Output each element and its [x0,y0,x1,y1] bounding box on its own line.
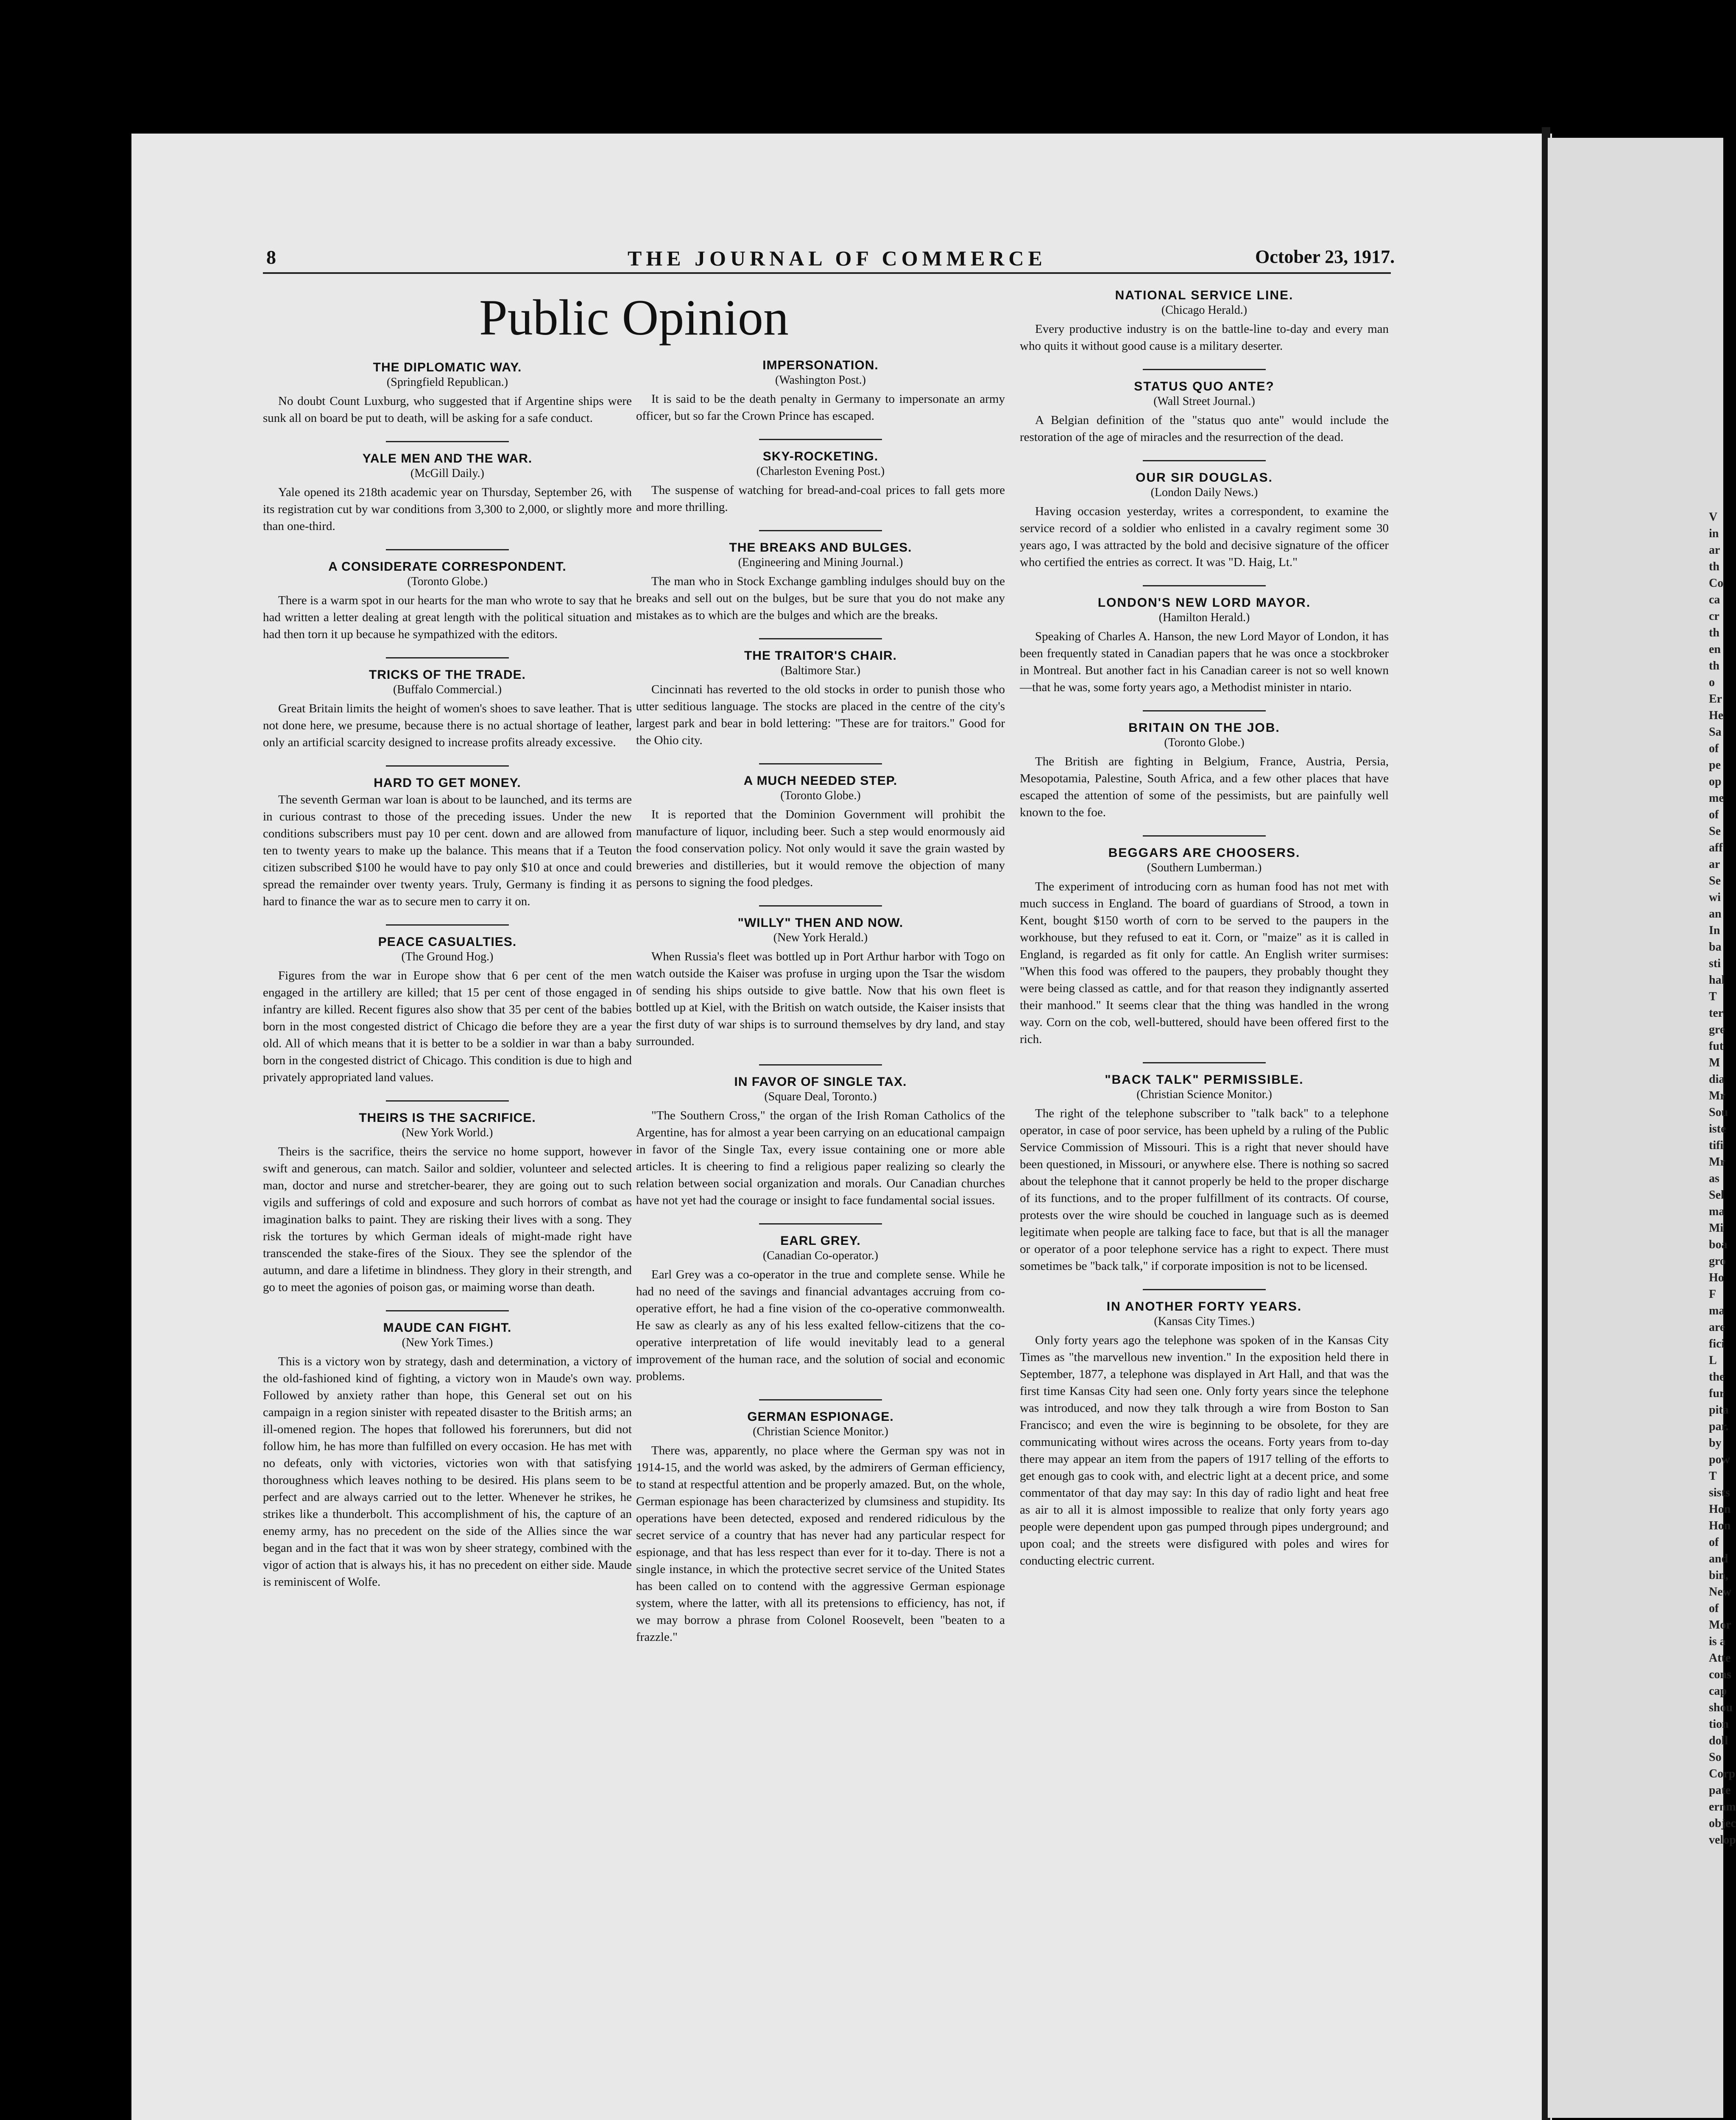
article-source: (New York World.) [402,1126,493,1139]
article [1020,379,1389,446]
fragment-text: L [1709,1354,1717,1367]
adjacent-page [1548,138,1736,2118]
article-source: (Square Deal, Toronto.) [764,1090,877,1103]
fragment-text: New [1709,1585,1731,1598]
article-separator [759,763,882,764]
fragment-text: dia [1709,1073,1725,1086]
article-source: (Springfield Republican.) [386,376,508,389]
article-body: This is a victory won by strategy, dash and determination, a victory of the old-fashioned kind of fighting, a victory won in Maude's own way. Followed by anxiety rather than hope, this General set out on his campaign in a region sinister with repeated disaster to the British arms; an ill-omened region. The hopes that followed his forerunners, but did not follow him, he has more than fulfilled on every occasion. He has met with no defeats, only with victories, victories won with that satisfying thoroughness which leaves nothing to be desired. His plans seem to be perfect and are always carried out to the letter. Whenever he strikes, he strikes like a thunderbolt. This accomplishment of his, the capture of an enemy army, has no precedent on the side of the Allies since the war began and in the fact that it was won by sheer strategy, combined with the vigor of action that is always his, it has no precedent on either side. Maude is reminiscent of Wolfe. [263,1355,632,1589]
fragment-text: pe [1709,759,1721,772]
article-body: The British are fighting in Belgium, France, Austria, Persia, Mesopotamia, Palestine, South Africa, and a few other places that have escaped the attention of some of the pessimists, but are painfully well known to the foe. [1020,755,1389,819]
fragment-text: of [1709,1602,1719,1615]
fragment-text: cons [1709,1668,1731,1681]
article-source: (Christian Science Monitor.) [1136,1088,1272,1101]
article-body: Every productive industry is on the battle-line to-day and every man who quits it without good cause is a military deserter. [1020,322,1389,353]
fragment-text: He [1709,709,1724,722]
section-title: Public Opinion [479,289,789,346]
article [636,1234,1005,1385]
article-separator [759,530,882,531]
issue-date: October 23, 1917. [1255,246,1395,267]
fragment-text: tifi [1709,1139,1724,1152]
fragment-text: th [1709,560,1719,573]
article [263,452,632,535]
fragment-text: boa [1709,1238,1728,1251]
fragment-text: shou [1709,1701,1733,1714]
article-headline: IN FAVOR OF SINGLE TAX. [734,1075,907,1089]
article-headline: OUR SIR DOUGLAS. [1136,471,1273,485]
article [636,1410,1005,1646]
article-headline: THEIRS IS THE SACRIFICE. [359,1111,536,1125]
article-headline: THE DIPLOMATIC WAY. [373,360,522,374]
column-2 [636,358,1005,1660]
article-headline: "WILLY" THEN AND NOW. [737,916,904,930]
fragment-text: is a [1709,1635,1726,1648]
fragment-text: fici [1709,1337,1725,1350]
article-body: Figures from the war in Europe show that 6 per cent of the men engaged in the artillery are killed; that 15 per cent of those engaged in infantry are killed. Recent figures also show that 35 per cent of the babies born in the most congested district of Chicago die before they are a year old. All of which means that it is better to be a soldier in war than a baby born in the congested district of Chicago. This condition is due to high and privately appropriated land values. [263,969,632,1084]
fragment-text: ernm [1709,1800,1736,1813]
fragment-text: F [1709,1288,1716,1301]
fragment-text: In [1709,924,1720,937]
article [636,449,1005,516]
article-source: (Baltimore Star.) [780,664,861,677]
fragment-text: doll [1709,1734,1728,1747]
article-source: (Canadian Co-operator.) [762,1249,879,1262]
fragment-text: Sou [1709,1106,1728,1119]
fragment-text: M [1709,1056,1720,1069]
article-headline: "BACK TALK" PERMISSIBLE. [1105,1073,1304,1087]
fragment-text: Mr [1709,1155,1725,1169]
article [263,935,632,1086]
fragment-text: velop [1709,1833,1736,1847]
fragment-text: hal [1709,974,1725,987]
fragment-text: Sel [1709,1188,1724,1202]
fragment-text: ter [1709,1007,1724,1020]
article-separator [759,638,882,639]
fragment-text: ma [1709,1205,1725,1218]
article-separator [1143,1062,1266,1063]
article-source: (New York Times.) [402,1336,493,1349]
article-source: (Washington Post.) [775,374,866,387]
article [263,776,632,910]
article-separator [1143,835,1266,837]
fragment-text: Se [1709,874,1721,887]
fragment-text: gre [1709,1023,1725,1036]
fragment-text: o [1709,676,1715,689]
article-separator [759,905,882,907]
article-headline: THE BREAKS AND BULGES. [729,541,912,555]
fragment-text: iste [1709,1122,1726,1135]
article-headline: PEACE CASUALTIES. [378,935,517,949]
article [263,1321,632,1590]
article-body: The seventh German war loan is about to be launched, and its terms are in curious contrast to those of the preceding issues. Under the new conditions subscribers must pay 10 per cent. down and are allowed from ten to twenty years to make up the balance. This means that if a Teuton citizen subscribed $100 he would have to pay only $10 at once and could spread the remainder over twenty years. Truly, Germany is finding it as hard to finance the war as to secure men to carry it on. [263,793,632,908]
article-headline: A MUCH NEEDED STEP. [743,774,898,788]
article-body: Great Britain limits the height of women's shoes to save leather. That is not done here, we presume, because there is no actual shortage of leather, only an artificial scarcity designed to increase profits already excessive. [263,702,632,749]
fragment-text: objec [1709,1817,1736,1830]
article-body: "The Southern Cross," the organ of the Irish Roman Catholics of the Argentine, has for almost a year been carrying on an educational campaign in favor of the Single Tax, every issue containing one or more able articles. It is cheering to find a religious paper realizing so clearly the relation between social organization and morals. Our Canadian churches have not yet had the courage or insight to face fundamental social issues. [636,1109,1005,1207]
fragment-text: Atte [1709,1651,1731,1665]
article-separator [1143,710,1266,711]
article-source: (The Ground Hog.) [401,950,494,963]
article-source: (Engineering and Mining Journal.) [738,556,903,569]
fragment-text: pita [1709,1403,1729,1417]
article-headline: LONDON'S NEW LORD MAYOR. [1097,596,1311,610]
article [263,360,632,427]
article-source: (McGill Daily.) [410,467,484,480]
article-source: (London Daily News.) [1150,486,1258,499]
fragment-text: fur [1709,1387,1725,1400]
fragment-text: th [1709,659,1719,672]
fragment-text: Mi [1709,1222,1724,1235]
article-separator [386,657,509,658]
fragment-text: Er [1709,692,1722,706]
article-body: Theirs is the sacrifice, theirs the service no home support, however swift and generous, can match. Sailor and soldier, volunteer and selected man, doctor and nurse and stretcher-bearer, they are going out to such vigils and sufferings of cold and exposure and such horrors of combat as imagination balks to paint. They are risking their lives with a song. They risk the tortures by which German ideals of might-made right have transcended the stake-fires of the Sioux. They see the splendor of the autumn, and dare a lifetime in blindness. They glory in their strength, and go to meet the agonies of poison gas, or maiming worse than death. [263,1145,632,1294]
fragment-text: me [1709,792,1724,805]
fragment-text: en [1709,643,1721,656]
fragment-text: th [1709,626,1719,639]
article-body: There is a warm spot in our hearts for the man who wrote to say that he had written a letter dealing at great length with the political situation and had then torn it up because he sympathized with the editors. [263,594,632,641]
fragment-text: of [1709,808,1719,821]
article-source: (Christian Science Monitor.) [753,1425,888,1438]
fragment-text: Ho [1709,1271,1724,1284]
fragment-text: cr [1709,610,1719,623]
fragment-text: ar [1709,544,1720,557]
fragment-text: as [1709,1172,1719,1185]
article [636,1075,1005,1209]
article [1020,1300,1389,1569]
article-body: Yale opened its 218th academic year on Thursday, September 26, with its registration cut by war conditions from 3,300 to 2,000, or slightly more than one-third. [263,485,632,533]
article-source: (Kansas City Times.) [1154,1315,1255,1328]
column-3 [1020,288,1389,1584]
article-separator [759,1064,882,1066]
article-body: Earl Grey was a co-operator in the true and complete sense. While he had no need of the savings and financial advantages accruing from co-operative effort, he had a fine vision of the co-operative commonwealth. He saw as clearly as any of his less exalted fellow-citizens that the co-operative interpretation of life would inevitably lead to a general improvement of the human race, and the solution of social and economic problems. [636,1268,1005,1383]
fragment-text: Hon [1709,1519,1731,1532]
article-body: It is said to be the death penalty in Germany to impersonate an army officer, but so far the Crown Prince has escaped. [636,392,1005,423]
fragment-text: par. [1709,1420,1729,1433]
article [636,774,1005,891]
fragment-text: wi [1709,891,1721,904]
fragment-text: ca [1709,593,1720,606]
article-separator [759,1223,882,1225]
article-headline: TRICKS OF THE TRADE. [369,668,526,682]
fragment-text: an [1709,907,1722,921]
article-headline: GERMAN ESPIONAGE. [747,1410,894,1424]
fragment-text: T [1709,990,1717,1003]
article-source: (Toronto Globe.) [407,575,488,588]
article-separator [1143,369,1266,370]
article [1020,1073,1389,1275]
article-separator [1143,585,1266,586]
header-rule [263,272,1391,274]
article-source: (Charleston Evening Post.) [756,465,885,478]
fragment-text: V [1709,510,1718,524]
article [263,668,632,751]
article-separator [1143,460,1266,461]
article-separator [386,549,509,550]
article [636,649,1005,749]
article-headline: THE TRAITOR'S CHAIR. [744,649,897,663]
fragment-text: op [1709,775,1722,788]
article [263,1111,632,1296]
article-headline: STATUS QUO ANTE? [1134,379,1275,393]
fragment-text: Corp [1709,1767,1736,1780]
article-separator [386,924,509,926]
article-separator [386,1310,509,1311]
article-headline: MAUDE CAN FIGHT. [383,1321,512,1335]
article-body: There was, apparently, no place where the German spy was not in 1914-15, and the world was asked, by the admirers of German efficiency, to stand at respectful attention and be properly amazed. But, on the whole, German espionage has been characterized by clumsiness and stupidity. Its operations have been detected, exposed and rendered ridiculous by the secret service of a country that has never had any particular respect for espionage, and that has less respect than ever for it to-day. There is not a single instance, in which the protective secret service of the United States has been called on to contend with the aggressive German espionage system, where the latter, with all its pretensions to efficiency, has not, if we may borrow a phrase from Colonel Roosevelt, been "beaten to a frazzle." [636,1444,1005,1644]
article-body: When Russia's fleet was bottled up in Port Arthur harbor with Togo on watch outside the Kaiser was profuse in urging upon the Tsar the wisdom of sending his ships outside to give battle. Now that his own fleet is bottled up at Kiel, with the British on watch outside, the Kaiser insists that the first duty of war ships is to surround themselves by dry land, and stay surrounded. [636,950,1005,1048]
fragment-text: gro [1709,1255,1726,1268]
article-headline: BRITAIN ON THE JOB. [1128,721,1280,735]
article-headline: IN ANOTHER FORTY YEARS. [1106,1300,1302,1314]
article-body: It is reported that the Dominion Government will prohibit the manufacture of liquor, including beer. Such a step would enormously aid the food conservation policy. Not only would it save the grain wasted by breweries and distilleries, but it would remove the objection of many persons to signing the food pledges. [636,808,1005,889]
fragment-text: ba [1709,940,1722,954]
article-headline: HARD TO GET MONEY. [374,776,521,790]
article-headline: NATIONAL SERVICE LINE. [1115,288,1294,302]
article [1020,846,1389,1048]
article-separator [759,439,882,440]
article-headline: YALE MEN AND THE WAR. [362,452,533,466]
fragment-text: are [1709,1321,1725,1334]
fragment-text: of [1709,742,1719,755]
article-separator [386,765,509,767]
article-source: (Wall Street Journal.) [1153,395,1255,408]
article-body: The suspense of watching for bread-and-coal prices to fall gets more and more thrilling. [636,483,1005,514]
article [1020,596,1389,696]
article [636,541,1005,624]
fragment-text: Hon [1709,1503,1731,1516]
fragment-text: ar [1709,858,1720,871]
article [263,560,632,643]
article-separator [1143,1289,1266,1290]
article-separator [386,441,509,442]
article-source: (Toronto Globe.) [1164,736,1245,749]
article-separator [386,1100,509,1102]
article [1020,471,1389,571]
article-headline: IMPERSONATION. [762,358,879,372]
fragment-text: and [1709,1552,1728,1565]
article-source: (New York Herald.) [773,931,868,944]
fragment-text: cap [1709,1685,1727,1698]
fragment-text: pow [1709,1453,1730,1466]
fragment-text: sti [1709,957,1721,970]
fragment-text: bin, [1709,1569,1728,1582]
fragment-text: aff [1709,841,1723,854]
fragment-text: T [1709,1470,1717,1483]
fragment-text: tion [1709,1718,1729,1731]
fragment-text: of [1709,1536,1719,1549]
column-1 [263,360,632,1605]
adjacent-page-fragments [1709,509,1736,1847]
article [1020,288,1389,354]
fragment-text: Mr [1709,1089,1725,1102]
article-headline: BEGGARS ARE CHOOSERS. [1108,846,1301,860]
article-body: The right of the telephone subscriber to "talk back" to a telephone operator, in case of poor service, has been upheld by a ruling of the Public Service Commission of Missouri. This is a right that never should have been questioned, in Missouri, or anywhere else. There is nothing so sacred about the telephone that it cannot properly be held to the proper discharge of its functions, and to the proper fulfillment of its contracts. Of course, protests over the wire should be couched in language such as is deemed legitimate when people are talking face to face, but that is all the manager or operator of a poor telephone service has a right to expect. There must sometimes be "back talk," if corporate imposition is not to be licensed. [1020,1107,1389,1273]
article-source: (Chicago Herald.) [1161,304,1248,317]
article-body: The experiment of introducing corn as human food has not met with much success in England. The board of guardians of Strood, a town in Kent, bought $150 worth of corn to be served to the paupers in the workhouse, but they refused to eat it. Corn, or "maize" as it is called in England, is regarded as fit only for cattle. An English writer surmises: "When this food was offered to the paupers, they probably thought they were being classed as cattle, and for that reason they indignantly asserted their manhood." It seems clear that the thing was handled in the wrong way. Corn on the cob, well-buttered, should have been offered first to the rich. [1020,880,1389,1046]
article-headline: SKY-ROCKETING. [762,449,879,463]
masthead: THE JOURNAL OF COMMERCE [628,246,1047,270]
article-separator [759,1399,882,1400]
fragment-text: ma [1709,1304,1725,1317]
fragment-text: in [1709,527,1719,540]
article-body: No doubt Count Luxburg, who suggested that if Argentine ships were sunk all on board be put to death, will be asking for a safe conduct. [263,394,632,425]
article-source: (Hamilton Herald.) [1158,611,1250,624]
fragment-text: Co [1709,577,1724,590]
fragment-text: the [1709,1370,1725,1384]
article [636,916,1005,1050]
article-source: (Southern Lumberman.) [1147,861,1262,874]
article-headline: A CONSIDERATE CORRESPONDENT. [328,560,567,574]
article [1020,721,1389,821]
fragment-text: pate [1709,1784,1731,1797]
article-source: (Toronto Globe.) [780,789,861,802]
article-body: Having occasion yesterday, writes a correspondent, to examine the service record of a soldier who enlisted in a cavalry regiment some 30 years ago, I was attracted by the bold and decisive signature of the officer who certified the entries as correct. It was "D. Haig, Lt." [1020,505,1389,569]
article-body: Speaking of Charles A. Hanson, the new Lord Mayor of London, it has been frequently stated in Canadian papers that he was once a stockbroker in Montreal. But another fact in his Canadian career is not so well known—that he was, some forty years ago, a Methodist minister in ntario. [1020,630,1389,694]
article-body: The man who in Stock Exchange gambling indulges should buy on the breaks and sell out on the bulges, but be sure that you do not make any mistakes as to which are the bulges and which are the breaks. [636,575,1005,622]
article-headline: EARL GREY. [780,1234,861,1248]
page-number: 8 [266,246,276,268]
fragment-text: by [1709,1437,1722,1450]
fragment-text: Sa [1709,725,1722,739]
fragment-text: Mor [1709,1618,1731,1632]
fragment-text: So [1709,1751,1722,1764]
fragment-text: fut [1709,1040,1724,1053]
fragment-text: sists [1709,1486,1730,1499]
article [636,358,1005,424]
fragment-text: Se [1709,825,1721,838]
article-body: Cincinnati has reverted to the old stocks in order to punish those who utter seditious language. The stocks are placed in the centre of the city's largest park and bear in bold lettering: "These are for traitors." Good for the Ohio city. [636,683,1005,747]
article-source: (Buffalo Commercial.) [393,683,502,696]
article-body: A Belgian definition of the "status quo ante" would include the restoration of the age of miracles and the resurrection of the dead. [1020,413,1389,444]
article-body: Only forty years ago the telephone was spoken of in the Kansas City Times as "the marvellous new invention." In the exposition held there in September, 1877, a telephone was displayed in Art Hall, and that was the first time Kansas City had seen one. Only forty years since the telephone was introduced, and now they talk through a wire from Boston to San Francisco; and even the wire is beginning to be obsolete, for they are communicating without wires across the oceans. Forty years from to-day there may appear an item from the papers of 1917 telling of the efforts to get enough gas to cook with, and electric light at a decent price, and some commentator of that day may say: In this day of radio light and heat free as air to all it is almost impossible to realize that only forty years ago people were dependent upon gas pumped through pipes underground; and upon coal; and the streets were disfigured with poles and wires for conducting electric current. [1020,1333,1389,1568]
